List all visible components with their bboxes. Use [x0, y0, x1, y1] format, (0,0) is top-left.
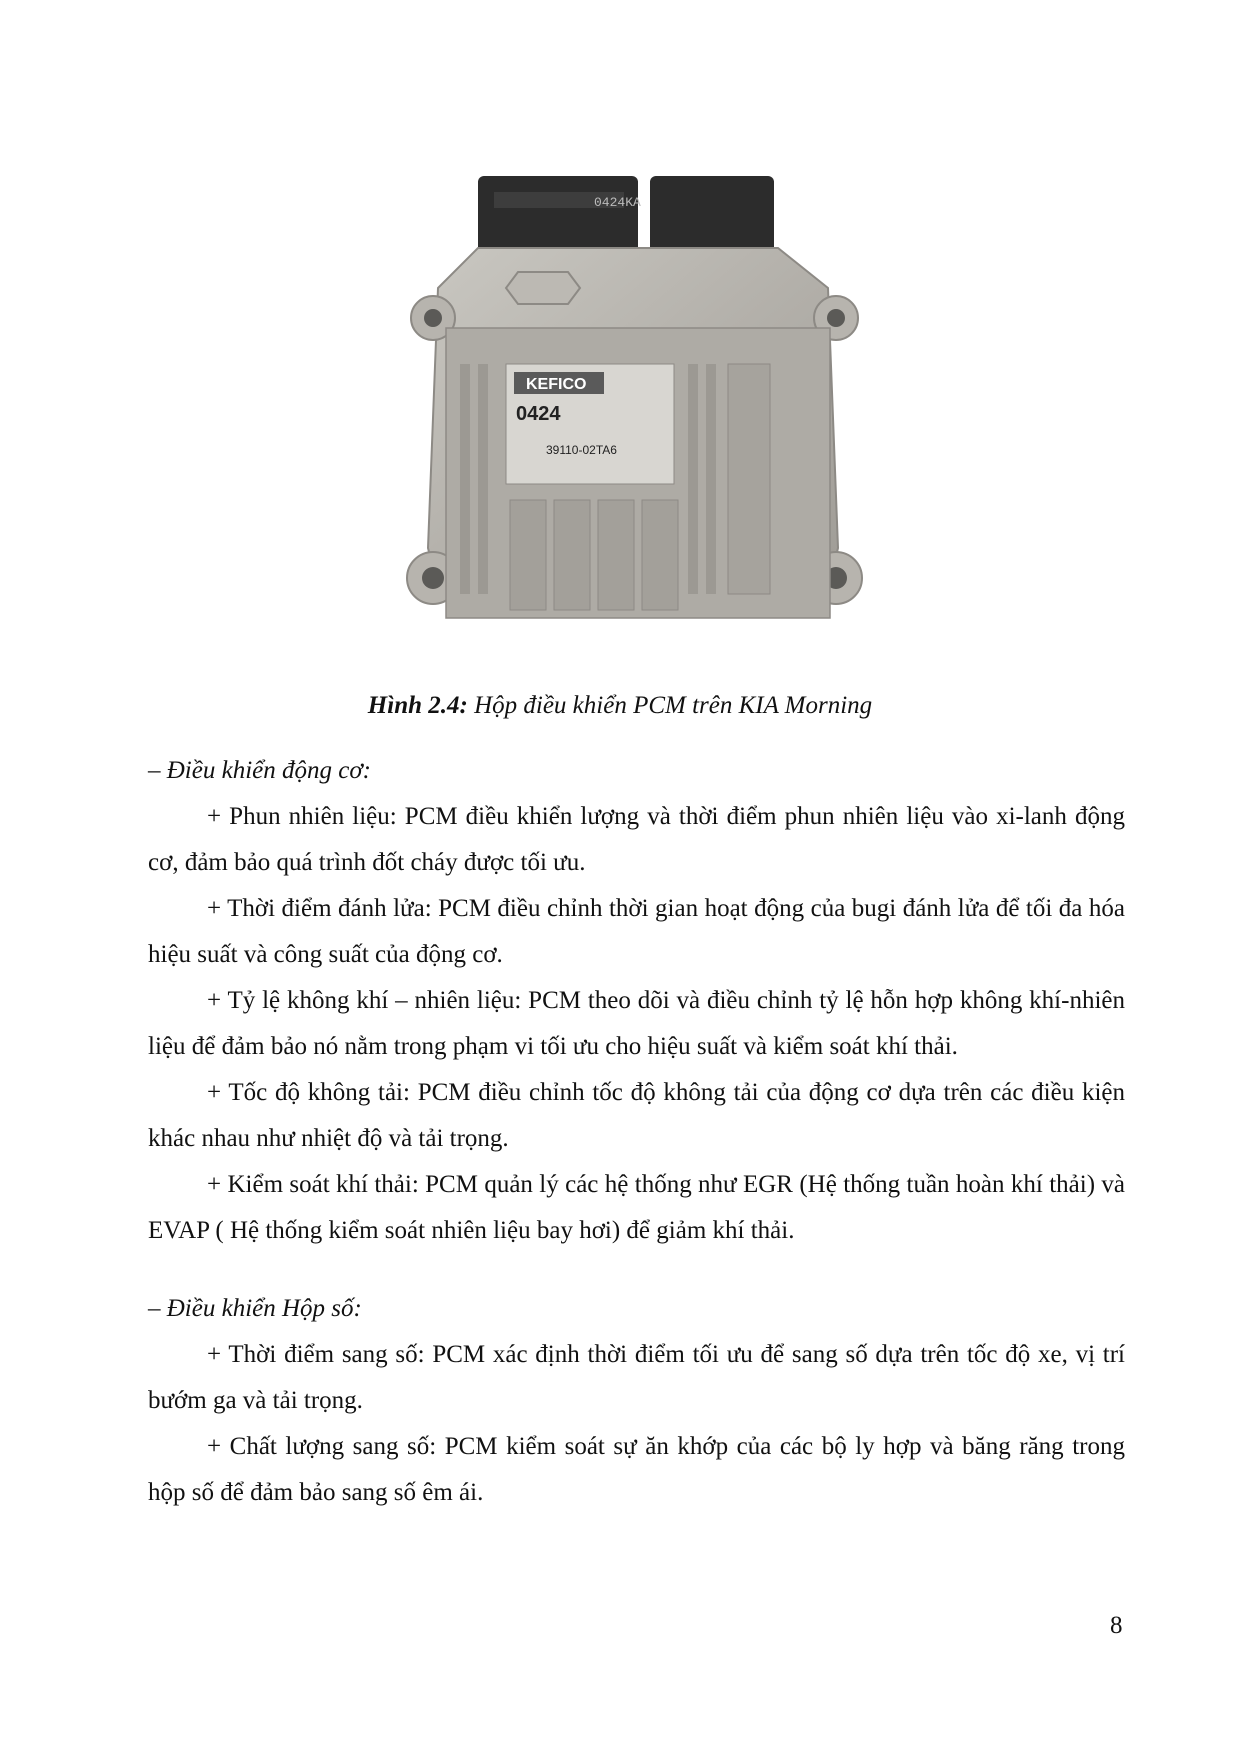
section-heading: – Điều khiển Hộp số:	[148, 1295, 362, 1322]
connector-label: 0424KA	[594, 195, 641, 210]
section-heading: – Điều khiển động cơ:	[148, 757, 371, 784]
caption-lead: Hình 2.4:	[367, 692, 468, 719]
figure-caption	[0, 692, 1240, 720]
paragraph: + Thời điểm sang số: PCM xác định thời điểm tối ưu để sang số dựa trên tốc độ xe, vị trí bướm ga và tải trọng.	[148, 1341, 1125, 1414]
label-brand: KEFICO	[526, 376, 587, 393]
paragraph: + Tỷ lệ không khí – nhiên liệu: PCM theo dõi và điều chỉnh tỷ lệ hỗn hợp không khí-nhiên liệu để đảm bảo nó nằm trong phạm vi tối ưu cho hiệu suất và kiểm soát khí thải.	[148, 987, 1125, 1060]
caption-text: Hộp điều khiển PCM trên KIA Morning	[467, 692, 873, 719]
label-part: 39110-02TA6	[546, 443, 617, 457]
paragraph: + Thời điểm đánh lửa: PCM điều chỉnh thời gian hoạt động của bugi đánh lửa để tối đa hóa hiệu suất và công suất của động cơ.	[148, 895, 1125, 968]
pcm-photo	[398, 168, 872, 650]
label-code: 0424	[516, 403, 561, 425]
section-engine	[148, 748, 1125, 1254]
page-number: 8	[1110, 1612, 1123, 1639]
paragraph: + Tốc độ không tải: PCM điều chỉnh tốc độ không tải của động cơ dựa trên các điều kiện khác nhau như nhiệt độ và tải trọng.	[148, 1079, 1125, 1152]
paragraph: + Kiểm soát khí thải: PCM quản lý các hệ thống như EGR (Hệ thống tuần hoàn khí thải) và EVAP ( Hệ thống kiểm soát nhiên liệu bay hơi) để giảm khí thải.	[148, 1171, 1125, 1244]
paragraph: + Chất lượng sang số: PCM kiểm soát sự ăn khớp của các bộ ly hợp và băng răng trong hộp số để đảm bảo sang số êm ái.	[148, 1433, 1125, 1506]
section-transmission	[148, 1286, 1125, 1516]
paragraph: + Phun nhiên liệu: PCM điều khiển lượng và thời điểm phun nhiên liệu vào xi-lanh động cơ, đảm bảo quá trình đốt cháy được tối ưu.	[148, 803, 1125, 876]
